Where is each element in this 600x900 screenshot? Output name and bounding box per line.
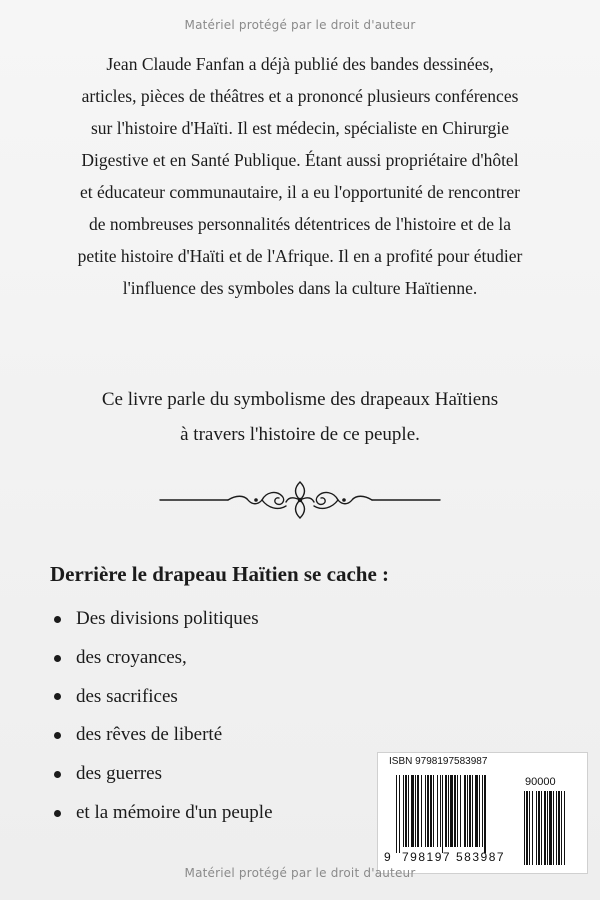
barcode-bar — [475, 775, 478, 847]
barcode-bar — [547, 791, 548, 865]
bullet-icon — [54, 732, 61, 739]
barcode-digits-left: 798197 — [402, 850, 452, 864]
barcode-bar — [450, 775, 453, 847]
barcode-bar — [427, 775, 429, 847]
bullet-icon — [54, 771, 61, 778]
list-item — [54, 794, 273, 833]
barcode-bar — [556, 791, 557, 865]
barcode-bar — [484, 775, 486, 853]
book-summary — [40, 382, 560, 452]
barcode-bar — [564, 791, 565, 865]
bio-line: Jean Claude Fanfan a déjà publié des bandes dessinées, — [106, 54, 494, 74]
barcode-bar — [442, 775, 443, 853]
barcode-bar — [430, 775, 432, 847]
list-item — [54, 755, 273, 794]
barcode-bar — [445, 775, 447, 847]
copyright-watermark-top: Matériel protégé par le droit d'auteur — [184, 18, 416, 32]
bullet-icon — [54, 655, 61, 662]
barcode-bar — [415, 775, 416, 847]
barcode-digits-right: 583987 — [456, 850, 506, 864]
barcode-bar — [437, 775, 438, 847]
bio-line: de nombreuses personnalités détentrices de l'histoire et de la — [88, 214, 512, 234]
bio-line: articles, pièces de théâtres et a prononcé plusieurs conférences — [81, 86, 519, 106]
list-item-text: des rêves de liberté — [76, 724, 223, 746]
barcode-bar — [549, 791, 552, 865]
author-bio — [50, 48, 550, 304]
barcode-bar — [421, 775, 422, 847]
barcode-bar — [425, 775, 426, 847]
barcode-bar — [403, 775, 404, 847]
list-item — [54, 678, 273, 717]
barcode-bar — [411, 775, 414, 847]
barcode-bar — [538, 791, 540, 865]
list-item — [54, 716, 273, 755]
barcode-bar — [399, 775, 400, 853]
list-item-text: des sacrifices — [76, 685, 178, 707]
barcode-bar — [482, 775, 483, 847]
bullet-icon — [54, 810, 61, 817]
barcode-bar — [408, 775, 409, 847]
price-code: 90000 — [525, 776, 556, 788]
list-item-text: des croyances, — [76, 646, 187, 668]
bio-line: et éducateur communautaire, il a eu l'opportunité de rencontrer — [80, 182, 520, 202]
barcode-bar — [469, 775, 471, 847]
bio-line: Digestive et en Santé Publique. Étant aussi propriétaire d'hôtel — [81, 150, 519, 170]
barcode-bar — [472, 775, 473, 847]
list-item — [54, 600, 273, 639]
barcode-bar — [553, 791, 554, 865]
barcode-bar — [454, 775, 456, 847]
barcode-bar — [396, 775, 397, 853]
barcode-bar — [541, 791, 542, 865]
bullet-list — [54, 600, 273, 833]
bio-line: petite histoire d'Haïti et de l'Afrique. Il en a profité pour étudier — [77, 246, 523, 266]
list-item-text: et la mémoire d'un peuple — [76, 801, 273, 823]
isbn-label: ISBN 9798197583987 — [389, 756, 488, 767]
barcode-bar — [561, 791, 562, 865]
barcode-bar — [479, 775, 480, 847]
bullet-icon — [54, 616, 61, 623]
barcode-bar — [440, 775, 441, 847]
bullet-icon — [54, 693, 61, 700]
barcode-bar — [558, 791, 560, 865]
barcode-bar — [417, 775, 419, 847]
list-item — [54, 639, 273, 678]
summary-line: à travers l'histoire de ce peuple. — [180, 424, 420, 445]
barcode-bar — [405, 775, 407, 847]
copyright-watermark-bottom: Matériel protégé par le droit d'auteur — [184, 866, 416, 880]
bio-line: sur l'histoire d'Haïti. Il est médecin, spécialiste en Chirurgie — [90, 118, 510, 138]
barcode-bar — [467, 775, 468, 847]
barcode-bar — [448, 775, 449, 847]
barcode-bar — [457, 775, 458, 847]
list-item-text: des guerres — [76, 763, 162, 785]
barcode-bar — [526, 791, 528, 865]
barcode-bar — [464, 775, 466, 847]
barcode-bar — [433, 775, 434, 847]
barcode-digit-lead: 9 — [384, 850, 391, 864]
section-heading: Derrière le drapeau Haïtien se cache : — [50, 562, 390, 586]
barcode-bar — [460, 775, 461, 847]
list-item-text: Des divisions politiques — [76, 608, 259, 629]
barcode-bar — [524, 791, 525, 865]
barcode-bar — [536, 791, 537, 865]
summary-line: Ce livre parle du symbolisme des drapeaux Haïtiens — [101, 389, 499, 410]
barcode-bar — [544, 791, 546, 865]
barcode-bar — [529, 791, 530, 865]
bio-line: l'influence des symboles dans la culture Haïtienne. — [122, 278, 478, 298]
barcode-bar — [532, 791, 533, 865]
fleuron-divider-icon — [158, 478, 442, 522]
isbn-barcode — [377, 752, 588, 874]
